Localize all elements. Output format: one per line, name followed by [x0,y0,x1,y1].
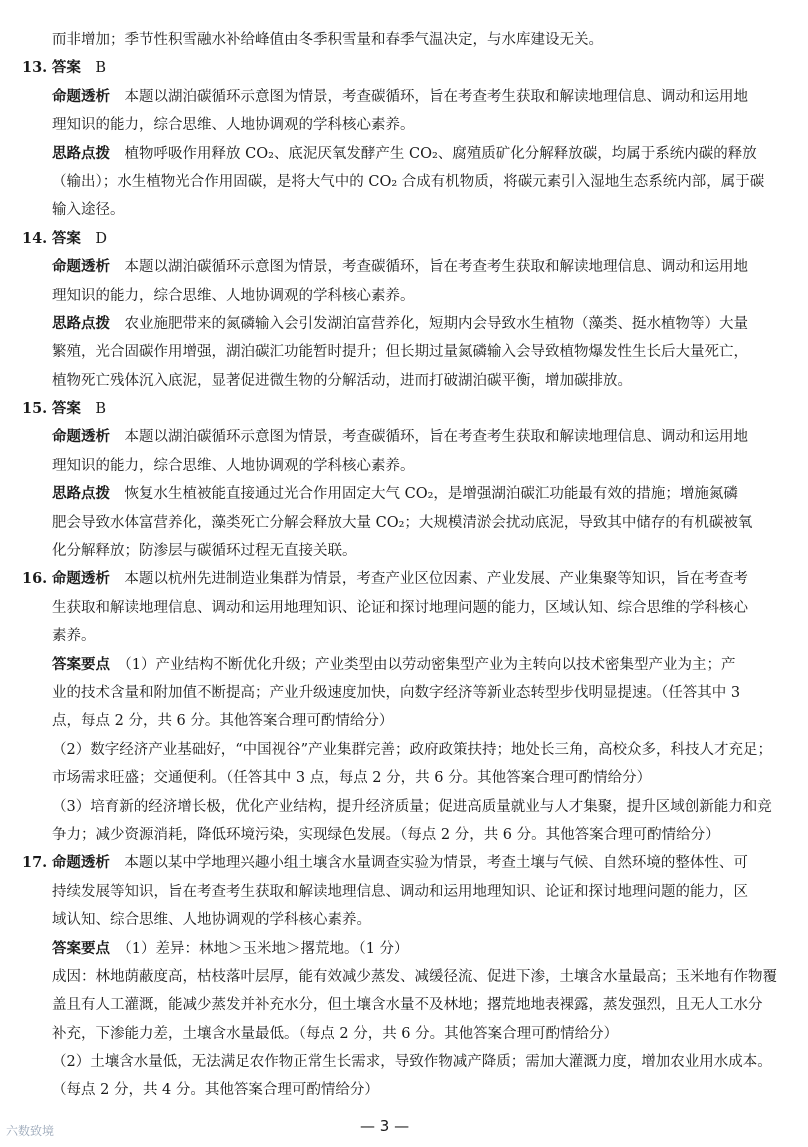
line-text: 肥会导致水体富营养化，藻类死亡分解会释放大量 CO₂；大规模清淤会扰动底泥，导致其中储存的有机碳被氧 [52,514,753,531]
line-text: 本题以湖泊碳循环示意图为情景，考查碳循环，旨在考查考生获取和解读地理信息、调动和运用地 [124,429,748,446]
watermark-logo: 六数致境 [6,1124,55,1138]
line-text: （2）数字经济产业基础好，“中国视谷”产业集群完善；政府政策扶持；地处长三角，高校众多，科技人才充足； [52,741,773,758]
section-label: 答案要点 [52,940,110,957]
page-number: — 3 — [360,1117,410,1135]
section-label: 答案 [51,401,81,418]
line-text: 成因：林地荫蔽度高，枯枝落叶层厚，能有效减少蒸发、减缓径流、促进下渗，土壤含水量最高；玉米地有作物覆 [52,968,777,985]
text-line [22,849,790,877]
text-line [22,991,790,1019]
document-body [22,26,790,1105]
line-text: 市场需求旺盛；交通便利。（任答其中 3 点，每点 2 分，共 6 分。其他答案合理可酌情给分） [52,770,652,787]
text-line [22,111,790,139]
section-label: 思路点拨 [52,486,110,503]
text-line [22,821,790,849]
line-text: （2）土壤含水量低，无法满足农作物正常生长需求，导致作物减产降质；需加大灌溉力度，增加农业用水成本。 [52,1054,772,1071]
line-text: 持续发展等知识，旨在考查考生获取和解读地理信息、调动和运用地理知识、论证和探讨地理问题的能力，区 [52,883,748,900]
question-number: 17. [22,854,48,872]
line-text: 输入途径。 [52,202,125,219]
text-line [22,140,790,168]
text-line [22,452,790,480]
section-label: 命题透析 [51,855,110,872]
line-text: 理知识的能力，综合思维、人地协调观的学科核心素养。 [52,457,415,474]
text-line [22,509,790,537]
line-text: （每点 2 分，共 4 分。其他答案合理可酌情给分） [52,1082,379,1099]
text-line [22,1076,790,1104]
line-text: 理知识的能力，综合思维、人地协调观的学科核心素养。 [52,117,415,134]
text-line [22,225,790,253]
text-line [22,480,790,508]
line-text: B [95,401,106,418]
text-line [22,395,790,423]
text-line [22,935,790,963]
question-number: 13. [22,59,48,77]
line-text: 农业施肥带来的氮磷输入会引发湖泊富营养化，短期内会导致水生植物（藻类、挺水植物等）大量 [124,315,748,332]
section-label: 命题透析 [52,429,110,446]
question-number: 16. [22,570,48,588]
text-line [22,168,790,196]
question-number: 14. [22,229,48,247]
text-line [22,1048,790,1076]
line-text: 素养。 [52,628,96,645]
line-text: 本题以湖泊碳循环示意图为情景，考查碳循环，旨在考查考生获取和解读地理信息、调动和运用地 [124,88,748,105]
section-label: 命题透析 [51,571,110,588]
text-line [22,54,790,82]
text-line [22,764,790,792]
line-text: 植物呼吸作用释放 CO₂、底泥厌氧发酵产生 CO₂、腐殖质矿化分解释放碳，均属于系统内碳的释放 [124,145,757,162]
line-text: （3）培育新的经济增长极，优化产业结构，提升经济质量；促进高质量就业与人才集聚，提升区域创新能力和竞 [52,798,772,815]
line-text: 业的技术含量和附加值不断提高；产业升级速度加快，向数字经济等新业态转型步伐明显提速。（任答其中 3 [52,684,741,701]
text-line [22,1020,790,1048]
text-line [22,565,790,593]
text-line [22,594,790,622]
question-number: 15. [22,400,48,418]
line-text: 繁殖，光合固碳作用增强，湖泊碳汇功能暂时提升；但长期过量氮磷输入会导致植物爆发性生长后大量死亡， [52,344,748,361]
text-line [22,622,790,650]
text-line [22,537,790,565]
text-line [22,196,790,224]
section-label: 思路点拨 [52,145,110,162]
section-label: 答案 [51,230,81,247]
text-line [22,83,790,111]
section-label: 命题透析 [52,88,110,105]
line-text: 生获取和解读地理信息、调动和运用地理知识、论证和探讨地理问题的能力，区域认知、综合思维的学科核心 [52,599,748,616]
text-line [22,793,790,821]
text-line [22,679,790,707]
line-text: 盖且有人工灌溉，能减少蒸发并补充水分，但土壤含水量不及林地；撂荒地地表裸露，蒸发强烈，且无人工水分 [52,997,763,1014]
text-line [22,963,790,991]
text-line [22,906,790,934]
section-label: 命题透析 [52,259,110,276]
line-text: （1）产业结构不断优化升级；产业类型由以劳动密集型产业为主转向以技术密集型产业为主；产 [124,656,736,673]
line-text: 植物死亡残体沉入底泥，显著促进微生物的分解活动，进而打破湖泊碳平衡，增加碳排放。 [52,372,632,389]
line-text: 理知识的能力，综合思维、人地协调观的学科核心素养。 [52,287,415,304]
line-text: 本题以某中学地理兴趣小组土壤含水量调查实验为情景，考查土壤与气候、自然环境的整体性、可 [124,855,748,872]
line-text: 本题以湖泊碳循环示意图为情景，考查碳循环，旨在考查考生获取和解读地理信息、调动和运用地 [124,259,748,276]
section-label: 答案 [51,60,81,77]
text-line [22,253,790,281]
line-text: 争力；减少资源消耗，降低环境污染，实现绿色发展。（每点 2 分，共 6 分。其他答案合理可酌情给分） [52,826,720,843]
line-text: B [95,60,106,77]
text-line [22,282,790,310]
text-line [22,651,790,679]
text-line [22,736,790,764]
text-line [22,367,790,395]
line-text: （1）差异：林地＞玉米地＞撂荒地。（1 分） [124,940,409,957]
line-text: （输出）；水生植物光合作用固碳，是将大气中的 CO₂ 合成有机物质，将碳元素引入湿地生态系统内部，属于碳 [52,173,765,190]
line-text: 域认知、综合思维、人地协调观的学科核心素养。 [52,912,371,929]
text-line [22,878,790,906]
text-line [22,338,790,366]
section-label: 思路点拨 [52,315,110,332]
section-label: 答案要点 [52,656,110,673]
text-line [22,707,790,735]
text-line [22,26,790,54]
line-text: 本题以杭州先进制造业集群为情景，考查产业区位因素、产业发展、产业集聚等知识，旨在考查考 [124,571,748,588]
line-text: D [95,230,107,247]
line-text: 点，每点 2 分，共 6 分。其他答案合理可酌情给分） [52,713,394,730]
line-text: 补充，下渗能力差，土壤含水量最低。（每点 2 分，共 6 分。其他答案合理可酌情给分） [52,1025,619,1042]
line-text: 而非增加；季节性积雪融水补给峰值由冬季积雪量和春季气温决定，与水库建设无关。 [52,32,603,48]
text-line [22,423,790,451]
text-line [22,310,790,338]
line-text: 恢复水生植被能直接通过光合作用固定大气 CO₂，是增强湖泊碳汇功能最有效的措施；增施氮磷 [124,486,738,503]
line-text: 化分解释放；防渗层与碳循环过程无直接关联。 [52,543,357,560]
